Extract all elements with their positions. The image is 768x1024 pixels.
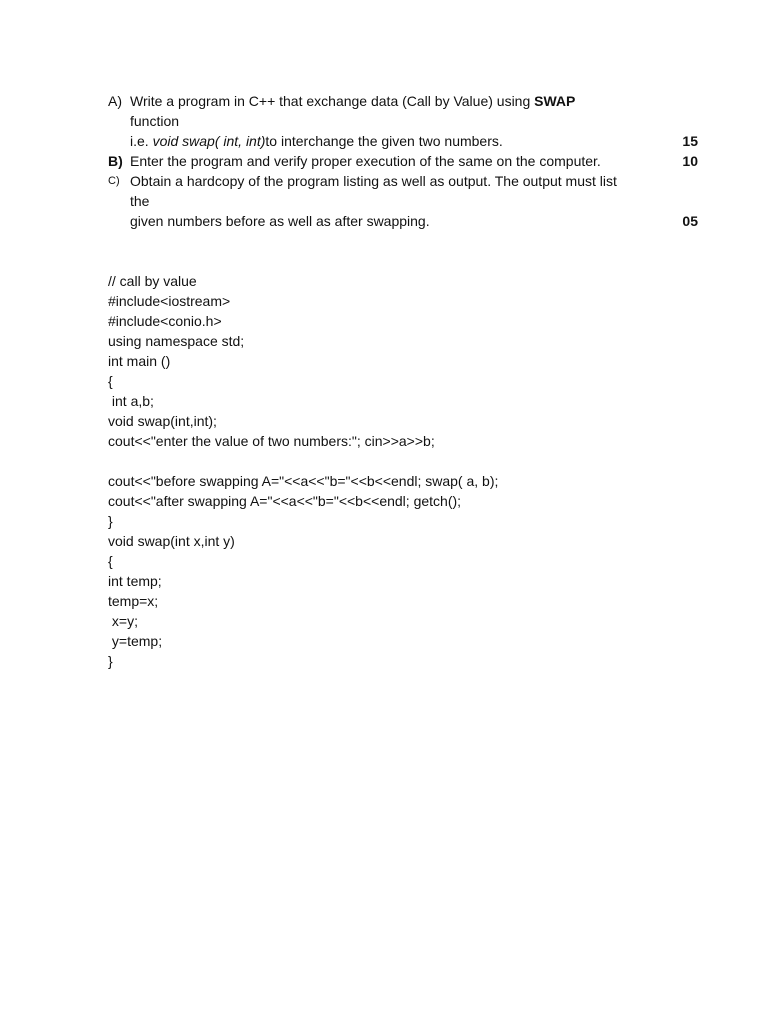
code-line: { xyxy=(108,373,113,389)
question-a-text-part: Write a program in C++ that exchange data (Call by Value) using xyxy=(130,93,535,109)
code-line: void swap(int x,int y) xyxy=(108,533,235,549)
code-line: } xyxy=(108,513,113,529)
code-line: #include<iostream> xyxy=(108,293,231,309)
code-line: cout<<"before swapping A="<<a<<"b="<<b<<endl; swap( a, b); xyxy=(108,473,499,489)
question-a-text-continued: function xyxy=(130,113,180,129)
question-c-line-2 xyxy=(108,191,698,211)
code-line: temp=x; xyxy=(108,593,159,609)
question-a-example-signature: void swap( int, int) xyxy=(152,133,266,149)
question-a-line-3 xyxy=(108,131,698,151)
question-a-example-suffix: to interchange the given two numbers. xyxy=(265,133,503,149)
question-b-letter: B) xyxy=(108,153,123,169)
question-c-text-continued: the xyxy=(130,193,150,209)
question-c-text-end: given numbers before as well as after swapping. xyxy=(130,213,430,229)
question-a-marks: 15 xyxy=(682,133,698,149)
question-a-swap-keyword: SWAP xyxy=(534,93,576,109)
question-a-letter: A) xyxy=(108,93,122,109)
question-b-marks: 10 xyxy=(682,153,698,169)
code-line: using namespace std; xyxy=(108,333,245,349)
code-line: void swap(int,int); xyxy=(108,413,217,429)
question-a-line-1 xyxy=(108,91,698,111)
question-c-text: Obtain a hardcopy of the program listing as well as output. The output must list xyxy=(130,173,617,189)
code-line: y=temp; xyxy=(108,633,163,649)
code-line: cout<<"after swapping A="<<a<<"b="<<b<<endl; getch(); xyxy=(108,493,462,509)
code-line-blank xyxy=(108,451,668,471)
code-line: int main () xyxy=(108,353,171,369)
code-line: // call by value xyxy=(108,273,197,289)
question-b-text: Enter the program and verify proper execution of the same on the computer. xyxy=(130,153,601,169)
code-line: #include<conio.h> xyxy=(108,313,222,329)
question-c-letter: C) xyxy=(108,175,120,187)
program-listing xyxy=(108,271,668,671)
code-line: cout<<"enter the value of two numbers:"; cin>>a>>b; xyxy=(108,433,435,449)
code-line: int a,b; xyxy=(108,393,154,409)
question-c-marks: 05 xyxy=(682,213,698,229)
question-c-line-1 xyxy=(108,171,698,191)
code-line: } xyxy=(108,653,113,669)
question-a-example-prefix: i.e. xyxy=(130,133,153,149)
question-a-line-2 xyxy=(108,111,698,131)
code-line: int temp; xyxy=(108,573,162,589)
question-b-line-1 xyxy=(108,151,698,171)
question-c-line-3 xyxy=(108,211,698,231)
code-line: { xyxy=(108,553,113,569)
question-a-example xyxy=(130,131,503,151)
question-list xyxy=(108,91,698,231)
question-a-text xyxy=(130,91,575,111)
code-line: x=y; xyxy=(108,613,138,629)
